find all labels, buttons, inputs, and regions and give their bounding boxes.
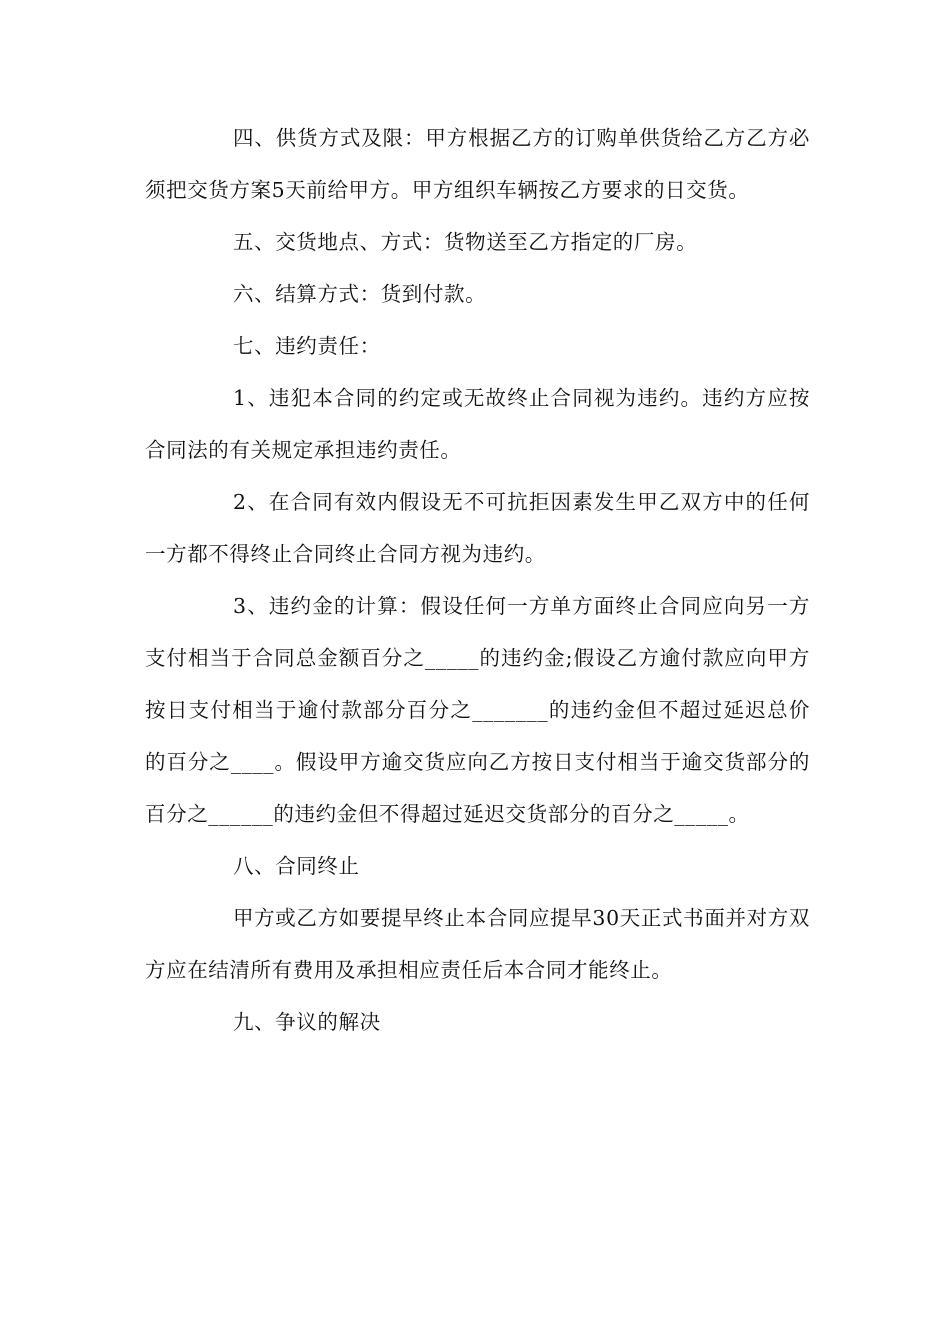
paragraph-breach-heading: 七、违约责任： xyxy=(233,334,381,358)
paragraph-termination-text: 甲方或乙方如要提早终止本合同应提早30天正式书面并对方双方应在结清所有费用及承担相应责任后本合同才能终止。 xyxy=(145,906,810,982)
paragraph-supply-method: 四、供货方式及限：甲方根据乙方的订购单供货给乙方乙方必须把交货方案5天前给甲方。甲方组织车辆按乙方要求的日交货。 xyxy=(145,126,810,202)
paragraph-breach-clause-2: 2、在合同有效内假设无不可抗拒因素发生甲乙双方中的任何一方都不得终止合同终止合同方视为违约。 xyxy=(145,490,810,566)
paragraph-breach-clause-1: 1、违犯本合同的约定或无故终止合同视为违约。违约方应按合同法的有关规定承担违约责任。 xyxy=(145,386,810,462)
paragraph-delivery-location: 五、交货地点、方式：货物送至乙方指定的厂房。 xyxy=(233,230,698,254)
document-body xyxy=(145,112,810,1048)
paragraph-termination-heading: 八、合同终止 xyxy=(233,854,360,878)
paragraph-dispute-heading: 九、争议的解决 xyxy=(233,1010,381,1034)
paragraph-settlement-method: 六、结算方式：货到付款。 xyxy=(233,282,487,306)
paragraph-breach-clause-3: 3、违约金的计算：假设任何一方单方面终止合同应向另一方支付相当于合同总金额百分之_____的违约金;假设乙方逾付款应向甲方按日支付相当于逾付款部分百分之_______的违约金但不超过延迟总价的百分之____。假设甲方逾交货应向乙方按日支付相当于逾交货部分的百分之______的违约金但不得超过延迟交货部分的百分之_____。 xyxy=(145,594,810,826)
